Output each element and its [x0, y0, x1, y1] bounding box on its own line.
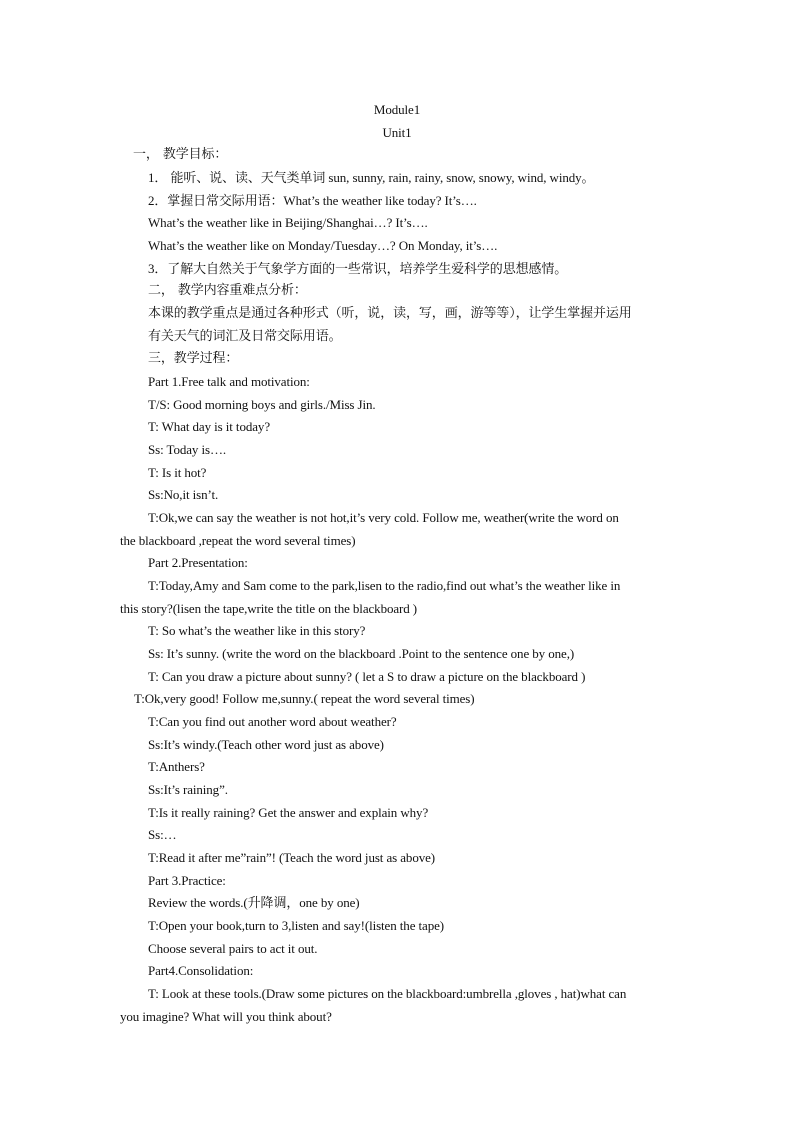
dialogue-line: Ss:No,it isn’t.	[148, 487, 219, 502]
objective-item-2: 2．掌握日常交际用语：What’s the weather like today? It’s….	[148, 193, 477, 208]
part-1-heading: Part 1.Free talk and motivation:	[148, 374, 310, 389]
section-heading-process: 三，教学过程：	[148, 351, 239, 366]
dialogue-line: Ss:…	[148, 827, 177, 842]
part-2-heading: Part 2.Presentation:	[148, 555, 248, 570]
analysis-text-line-2: 有关天气的词汇及日常交际用语。	[148, 329, 342, 344]
dialogue-line: T: Can you draw a picture about sunny? ( let a S to draw a picture on the blackboard )	[148, 669, 586, 684]
dialogue-line: T:Anthers?	[148, 759, 205, 774]
dialogue-line: T:Can you find out another word about weather?	[148, 714, 397, 729]
dialogue-line: T: What day is it today?	[148, 419, 270, 434]
dialogue-line: T:Ok,we can say the weather is not hot,it’s very cold. Follow me, weather(write the word on	[148, 510, 619, 525]
document-title: Module1	[373, 102, 421, 117]
practice-line: T:Open your book,turn to 3,listen and say!(listen the tape)	[148, 918, 444, 933]
dialogue-line: T: So what’s the weather like in this story?	[148, 623, 366, 638]
dialogue-line: T: Look at these tools.(Draw some pictures on the blackboard:umbrella ,gloves , hat)what can	[148, 986, 627, 1001]
analysis-text-line-1: 本课的教学重点是通过各种形式（听，说，读，写，画，游等等），让学生掌握并运用	[148, 306, 632, 321]
dialogue-line-continued: the blackboard ,repeat the word several times)	[120, 533, 356, 548]
document-subtitle: Unit1	[382, 125, 412, 140]
section-heading-analysis: 二， 教学内容重难点分析：	[148, 283, 307, 298]
dialogue-line-continued: this story?(lisen the tape,write the title on the blackboard )	[120, 601, 418, 616]
dialogue-line: Ss:It’s windy.(Teach other word just as above)	[148, 737, 384, 752]
dialogue-line: Ss:It’s raining”.	[148, 782, 228, 797]
practice-line: Choose several pairs to act it out.	[148, 941, 318, 956]
dialogue-line: T: Is it hot?	[148, 465, 207, 480]
dialogue-line: Ss: Today is….	[148, 442, 226, 457]
dialogue-line: Ss: It’s sunny. (write the word on the blackboard .Point to the sentence one by one,)	[148, 646, 575, 661]
practice-line: Review the words.(升降调，one by one)	[148, 895, 360, 910]
objective-item-1: 1． 能听、说、读、天气类单词 sun, sunny, rain, rainy, snow, snowy, wind, windy。	[148, 170, 595, 185]
objective-item-3: 3．了解大自然关于气象学方面的一些常识，培养学生爱科学的思想感情。	[148, 261, 568, 276]
objective-item-2-example-a: What’s the weather like in Beijing/Shanghai…? It’s….	[148, 215, 428, 230]
section-heading-objectives: 一， 教学目标：	[133, 147, 228, 162]
dialogue-line: T:Ok,very good! Follow me,sunny.( repeat the word several times)	[134, 691, 475, 706]
dialogue-line: T:Is it really raining? Get the answer and explain why?	[148, 805, 429, 820]
part-3-heading: Part 3.Practice:	[148, 873, 226, 888]
dialogue-line-continued: you imagine? What will you think about?	[120, 1009, 332, 1024]
dialogue-line: T:Read it after me”rain”! (Teach the word just as above)	[148, 850, 436, 865]
part-4-heading: Part4.Consolidation:	[148, 963, 254, 978]
objective-item-2-example-b: What’s the weather like on Monday/Tuesday…? On Monday, it’s….	[148, 238, 498, 253]
dialogue-line: T/S: Good morning boys and girls./Miss Jin.	[148, 397, 376, 412]
dialogue-line: T:Today,Amy and Sam come to the park,lisen to the radio,find out what’s the weather like in	[148, 578, 621, 593]
